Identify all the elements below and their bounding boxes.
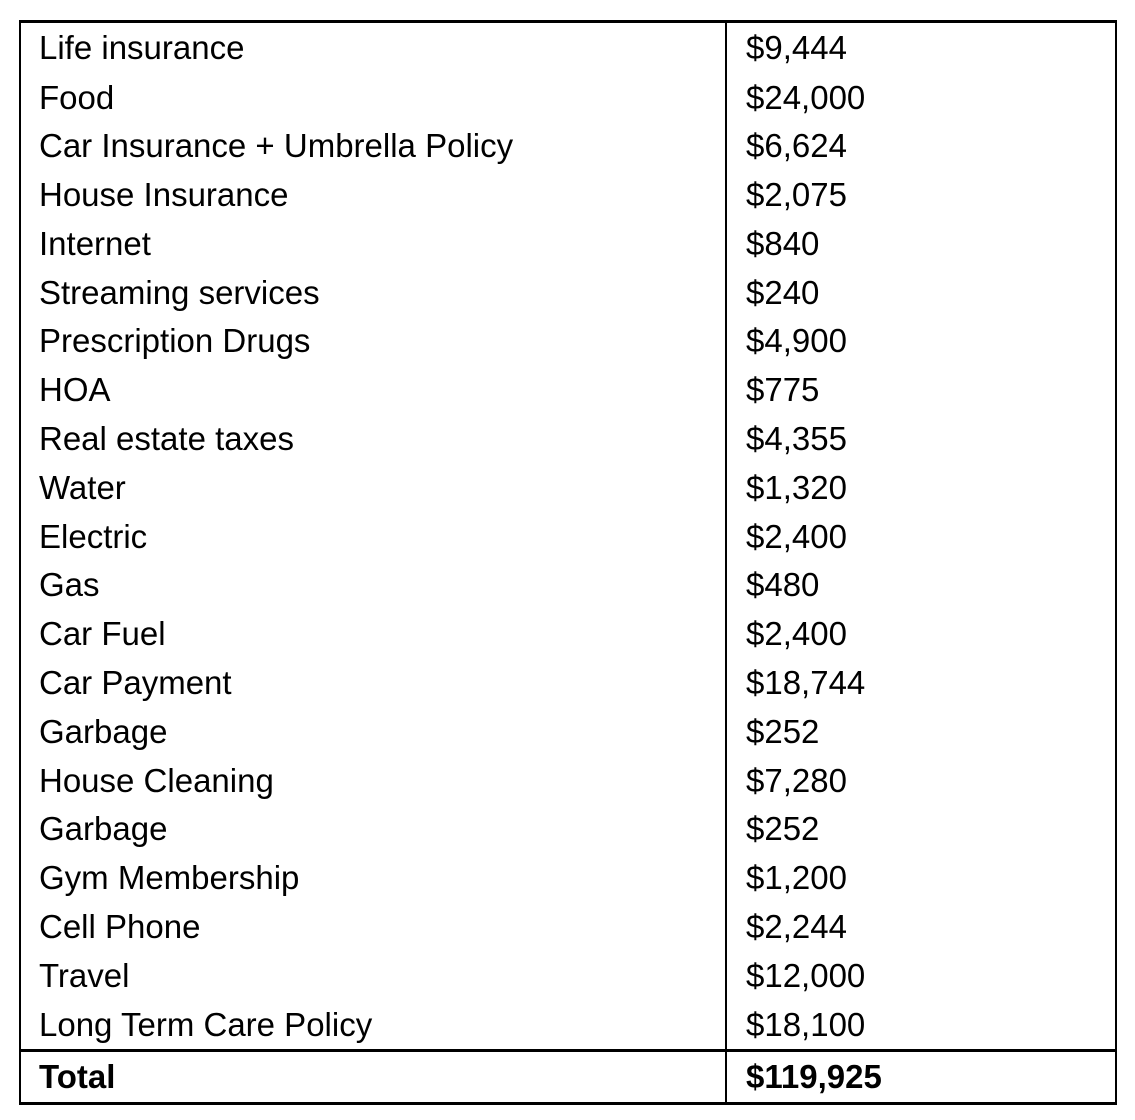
- total-row: [20, 1051, 1116, 1104]
- expense-amount: $12,000: [726, 952, 1116, 1001]
- table-row: [20, 22, 1116, 74]
- table-row: [20, 464, 1116, 513]
- expense-amount: $1,320: [726, 464, 1116, 513]
- expense-amount: $4,355: [726, 415, 1116, 464]
- expense-label: Garbage: [20, 805, 726, 854]
- table-row: [20, 610, 1116, 659]
- expense-label: Food: [20, 74, 726, 123]
- table-row: [20, 708, 1116, 757]
- expense-amount: $2,075: [726, 171, 1116, 220]
- expense-label: Car Fuel: [20, 610, 726, 659]
- expense-amount: $9,444: [726, 22, 1116, 74]
- table-row: [20, 269, 1116, 318]
- expense-amount: $24,000: [726, 74, 1116, 123]
- expense-table: [19, 20, 1117, 1105]
- expense-label: HOA: [20, 366, 726, 415]
- expense-rows: [20, 22, 1116, 1051]
- expense-amount: $2,400: [726, 513, 1116, 562]
- expense-amount: $4,900: [726, 317, 1116, 366]
- table-row: [20, 854, 1116, 903]
- expense-label: Real estate taxes: [20, 415, 726, 464]
- table-row: [20, 74, 1116, 123]
- expense-label: Gas: [20, 561, 726, 610]
- expense-amount: $2,400: [726, 610, 1116, 659]
- table-row: [20, 415, 1116, 464]
- table-row: [20, 513, 1116, 562]
- expense-amount: $775: [726, 366, 1116, 415]
- table-row: [20, 952, 1116, 1001]
- table-row: [20, 122, 1116, 171]
- total-label: Total: [20, 1051, 726, 1104]
- expense-amount: $2,244: [726, 903, 1116, 952]
- expense-label: Life insurance: [20, 22, 726, 74]
- expense-label: Internet: [20, 220, 726, 269]
- expense-amount: $1,200: [726, 854, 1116, 903]
- expense-label: Gym Membership: [20, 854, 726, 903]
- table-row: [20, 561, 1116, 610]
- expense-label: Car Insurance + Umbrella Policy: [20, 122, 726, 171]
- expense-label: Water: [20, 464, 726, 513]
- table-row: [20, 805, 1116, 854]
- expense-amount: $18,100: [726, 1001, 1116, 1051]
- expense-label: Cell Phone: [20, 903, 726, 952]
- expense-label: Streaming services: [20, 269, 726, 318]
- total-section: [20, 1051, 1116, 1104]
- expense-label: Prescription Drugs: [20, 317, 726, 366]
- expense-amount: $252: [726, 805, 1116, 854]
- expense-label: Long Term Care Policy: [20, 1001, 726, 1051]
- expense-label: Garbage: [20, 708, 726, 757]
- table-row: [20, 220, 1116, 269]
- expense-amount: $480: [726, 561, 1116, 610]
- expense-label: Electric: [20, 513, 726, 562]
- expense-label: House Cleaning: [20, 757, 726, 806]
- expense-label: House Insurance: [20, 171, 726, 220]
- expense-amount: $840: [726, 220, 1116, 269]
- table-row: [20, 757, 1116, 806]
- expense-amount: $7,280: [726, 757, 1116, 806]
- expense-amount: $252: [726, 708, 1116, 757]
- expense-amount: $240: [726, 269, 1116, 318]
- expense-label: Travel: [20, 952, 726, 1001]
- table-row: [20, 903, 1116, 952]
- table-row: [20, 659, 1116, 708]
- table-row: [20, 366, 1116, 415]
- table-row: [20, 317, 1116, 366]
- expense-amount: $18,744: [726, 659, 1116, 708]
- total-amount: $119,925: [726, 1051, 1116, 1104]
- expense-amount: $6,624: [726, 122, 1116, 171]
- table-row: [20, 1001, 1116, 1051]
- expense-label: Car Payment: [20, 659, 726, 708]
- table-row: [20, 171, 1116, 220]
